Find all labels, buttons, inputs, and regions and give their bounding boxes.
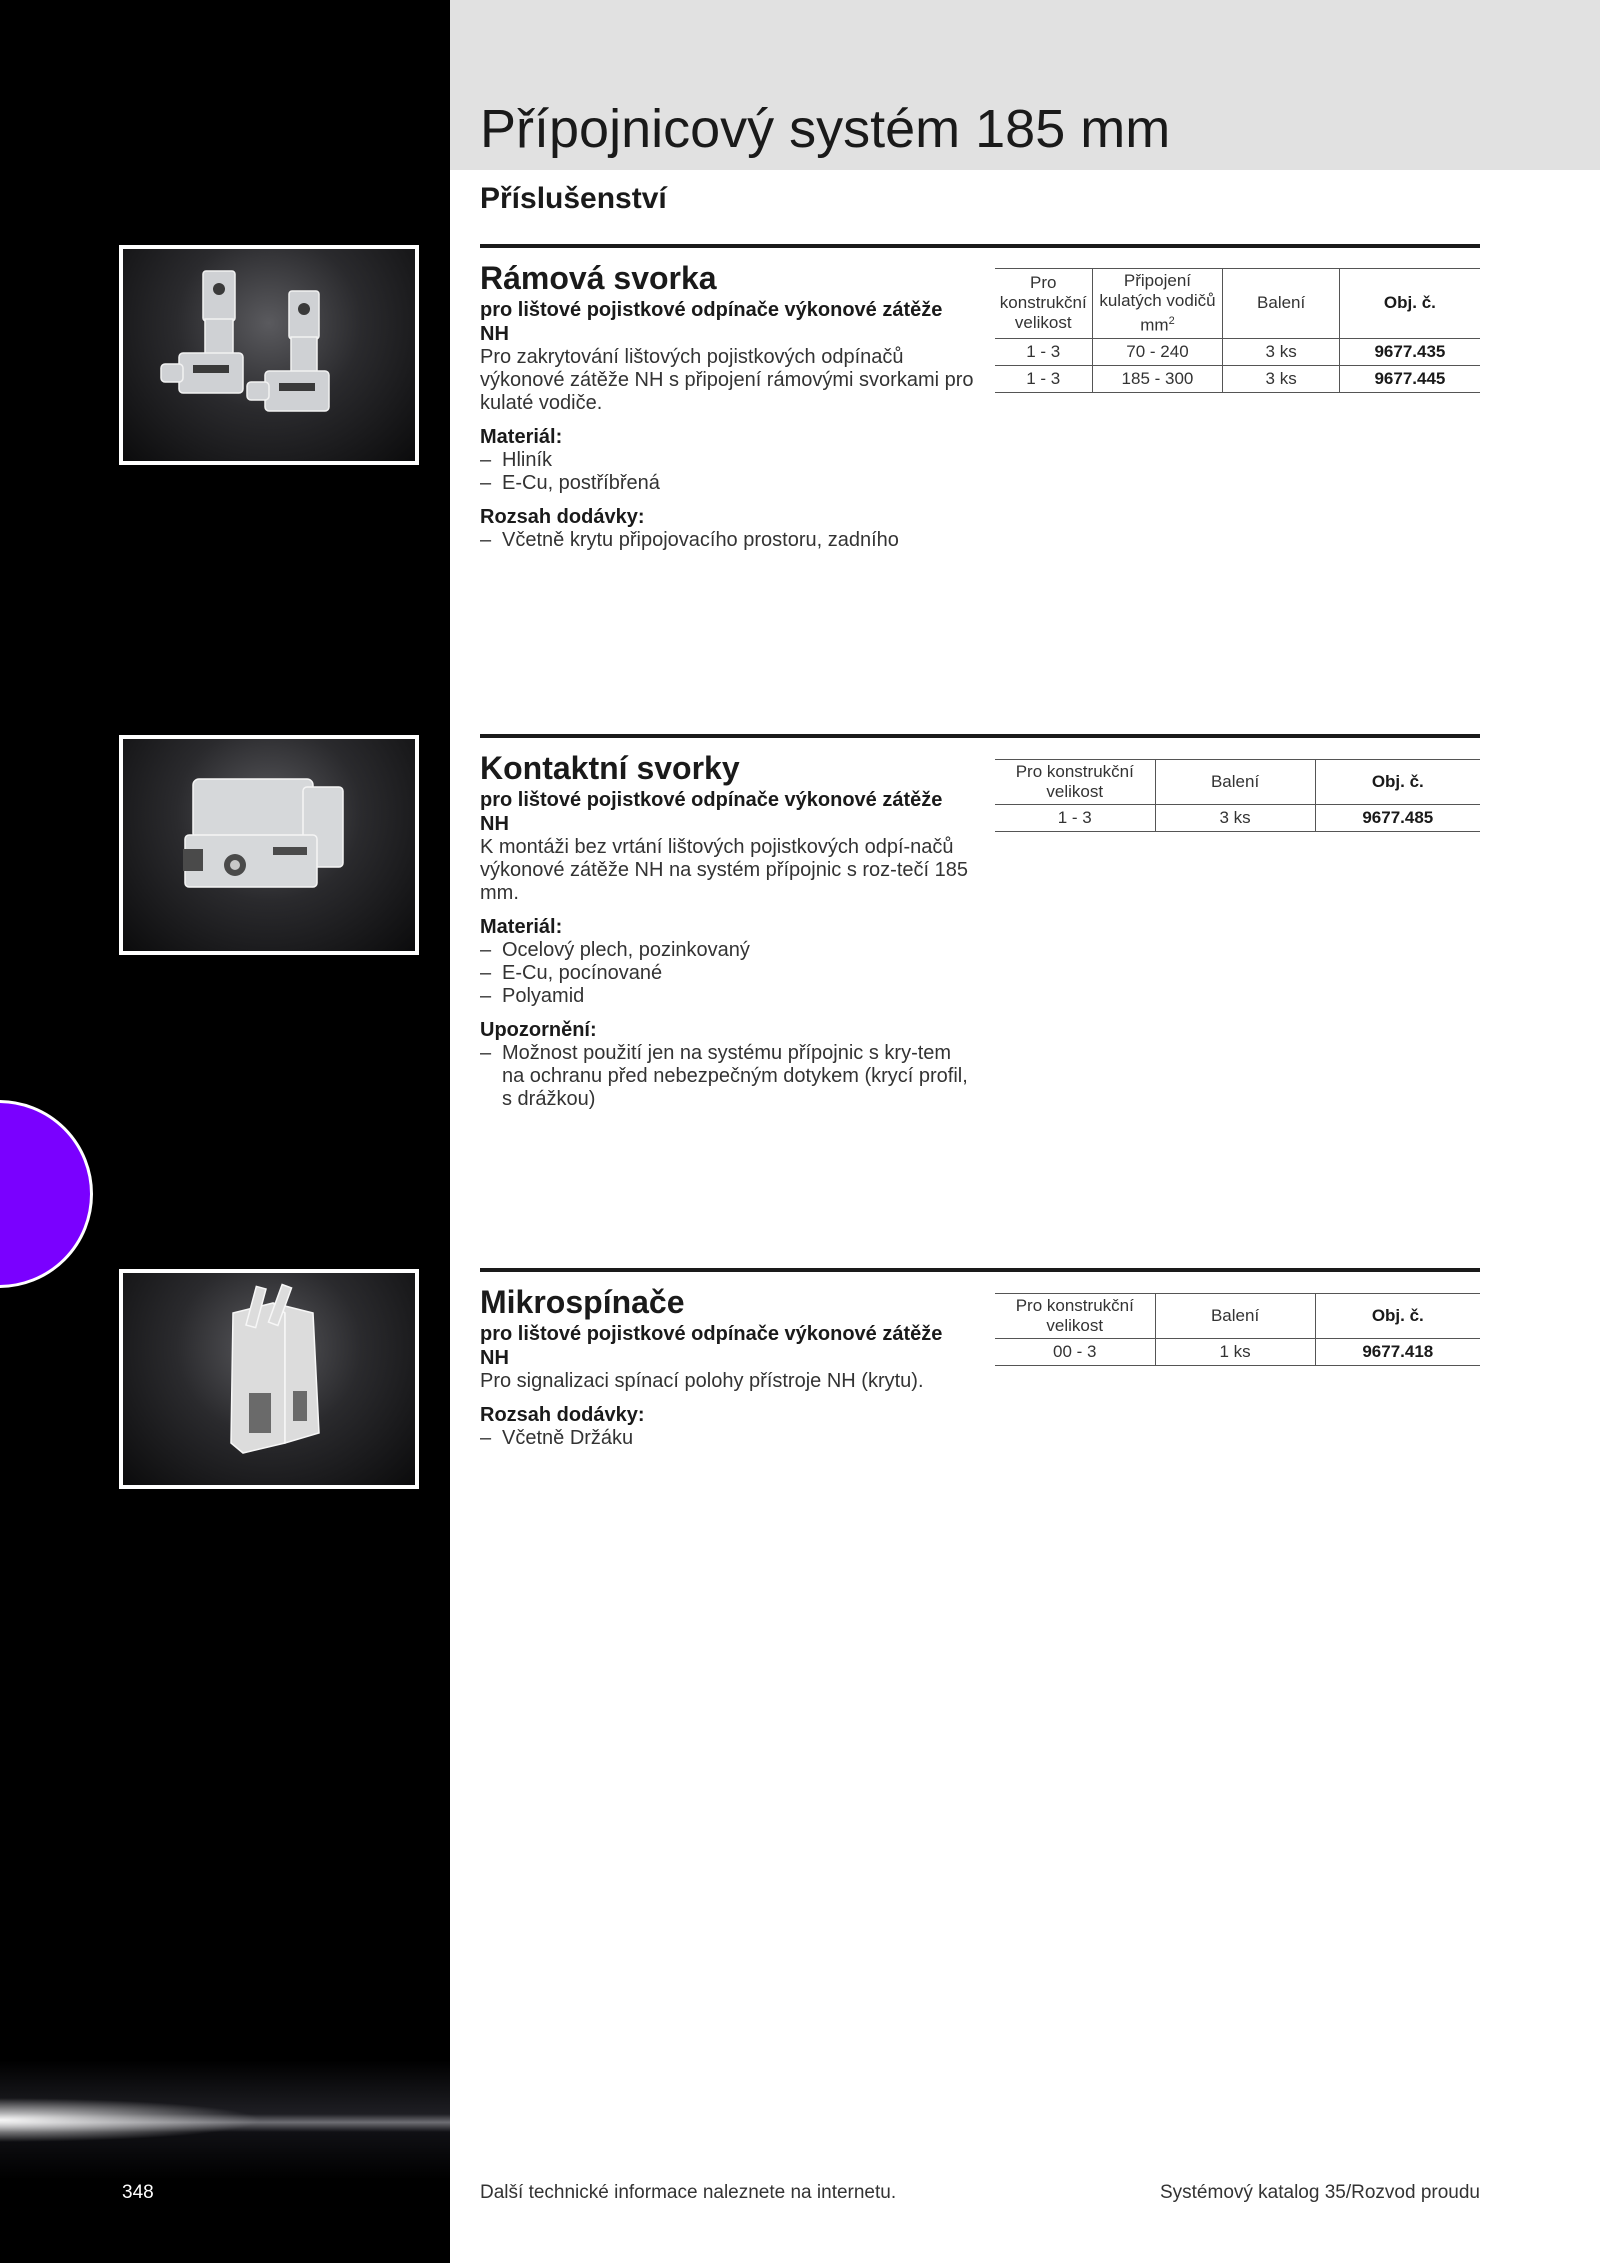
decorative-light-streak bbox=[0, 2060, 450, 2180]
table-header-conductors bbox=[1092, 269, 1223, 339]
table-header-size: Pro konstrukční velikost bbox=[995, 760, 1155, 805]
cell-conductors: 185 - 300 bbox=[1092, 365, 1223, 392]
header-conductor-text: Připojení kulatých vodičů bbox=[1099, 271, 1216, 310]
delivery-label: Rozsah dodávky: bbox=[480, 1404, 645, 1426]
product-subhead: pro lištové pojistkové odpínače výkonové zátěže NH bbox=[480, 299, 943, 345]
table-header-package: Balení bbox=[1223, 269, 1339, 339]
cell-order-no: 9677.445 bbox=[1339, 365, 1480, 392]
table-row bbox=[995, 365, 1480, 392]
product-photo-microswitch bbox=[119, 1269, 419, 1489]
notice-item: – Možnost použití jen na systému přípojnic s kry-tem na ochranu před nebezpečným dotykem (krycí profil, s drážkou) bbox=[480, 1042, 975, 1111]
table-header-order-no: Obj. č. bbox=[1315, 760, 1480, 805]
table-row bbox=[995, 338, 1480, 365]
product-subhead: pro lištové pojistkové odpínače výkonové zátěže NH bbox=[480, 789, 943, 835]
footer-catalog: Systémový katalog 35/Rozvod proudu bbox=[1159, 2182, 1480, 2203]
cell-size: 1 - 3 bbox=[995, 338, 1092, 365]
table-header-package: Balení bbox=[1155, 760, 1315, 805]
product-name: Kontaktní svorky bbox=[480, 750, 740, 786]
table-header-order-no: Obj. č. bbox=[1315, 1294, 1480, 1339]
product-microswitch bbox=[480, 1282, 975, 1450]
table-row bbox=[995, 805, 1480, 832]
material-item: – E-Cu, pocínované bbox=[480, 962, 975, 985]
delivery-item: – Včetně krytu připojovacího prostoru, zadního bbox=[480, 529, 975, 552]
product-description: Pro zakrytování lištových pojistkových odpínačů výkonové zátěže NH s připojení rámovými svorkami pro kulaté vodiče. bbox=[480, 346, 974, 414]
table-header-package: Balení bbox=[1155, 1294, 1315, 1339]
cell-size: 1 - 3 bbox=[995, 365, 1092, 392]
cell-package: 3 ks bbox=[1223, 338, 1339, 365]
notice-label: Upozornění: bbox=[480, 1019, 597, 1041]
cell-conductors: 70 - 240 bbox=[1092, 338, 1223, 365]
section-divider bbox=[480, 734, 1480, 738]
product-frame-clamp bbox=[480, 258, 975, 552]
cell-package: 1 ks bbox=[1155, 1339, 1315, 1366]
table-header-size: Pro konstrukční velikost bbox=[995, 1294, 1155, 1339]
cell-package: 3 ks bbox=[1155, 805, 1315, 832]
product-description: Pro signalizaci spínací polohy přístroje NH (krytu). bbox=[480, 1370, 924, 1392]
header-unit-sup: 2 bbox=[1168, 315, 1175, 327]
footer-note: Další technické informace naleznete na internetu. bbox=[480, 2182, 897, 2203]
product-contact-terminals bbox=[480, 748, 975, 1111]
material-item: – Polyamid bbox=[480, 985, 975, 1008]
material-label: Materiál: bbox=[480, 426, 563, 448]
cell-package: 3 ks bbox=[1223, 365, 1339, 392]
header-unit: mm bbox=[1140, 315, 1169, 335]
material-item: – E-Cu, postříbřená bbox=[480, 472, 975, 495]
table-header-row bbox=[995, 269, 1480, 339]
cell-order-no: 9677.435 bbox=[1339, 338, 1480, 365]
table-header-size: Pro konstrukční velikost bbox=[995, 269, 1092, 339]
cell-size: 00 - 3 bbox=[995, 1339, 1155, 1366]
material-item: – Ocelový plech, pozinkovaný bbox=[480, 939, 975, 962]
table-header-order-no: Obj. č. bbox=[1339, 269, 1480, 339]
product-name: Rámová svorka bbox=[480, 260, 717, 296]
section-divider bbox=[480, 1268, 1480, 1272]
section-divider bbox=[480, 244, 1480, 248]
page-number: 348 bbox=[122, 2182, 154, 2203]
material-label: Materiál: bbox=[480, 916, 563, 938]
product-photo-contact-terminal bbox=[119, 735, 419, 955]
cell-order-no: 9677.418 bbox=[1315, 1339, 1480, 1366]
product-subhead: pro lištové pojistkové odpínače výkonové zátěže NH bbox=[480, 1323, 943, 1369]
delivery-item: – Včetně Držáku bbox=[480, 1427, 975, 1450]
cell-size: 1 - 3 bbox=[995, 805, 1155, 832]
spec-table-contact-terminals bbox=[995, 759, 1480, 832]
spec-table-microswitch bbox=[995, 1293, 1480, 1366]
section-subtitle: Příslušenství bbox=[480, 182, 667, 215]
cell-order-no: 9677.485 bbox=[1315, 805, 1480, 832]
page-title: Přípojnicový systém 185 mm bbox=[480, 99, 1171, 159]
product-photo-frame-clamp bbox=[119, 245, 419, 465]
table-header-row bbox=[995, 760, 1480, 805]
spec-table-frame-clamp bbox=[995, 268, 1480, 393]
material-item: – Hliník bbox=[480, 449, 975, 472]
product-description: K montáži bez vrtání lištových pojistkových odpí-načů výkonové zátěže NH na systém přípojnic s roz-tečí 185 mm. bbox=[480, 836, 968, 904]
delivery-label: Rozsah dodávky: bbox=[480, 506, 645, 528]
table-header-row bbox=[995, 1294, 1480, 1339]
product-name: Mikrospínače bbox=[480, 1284, 685, 1320]
table-row bbox=[995, 1339, 1480, 1366]
